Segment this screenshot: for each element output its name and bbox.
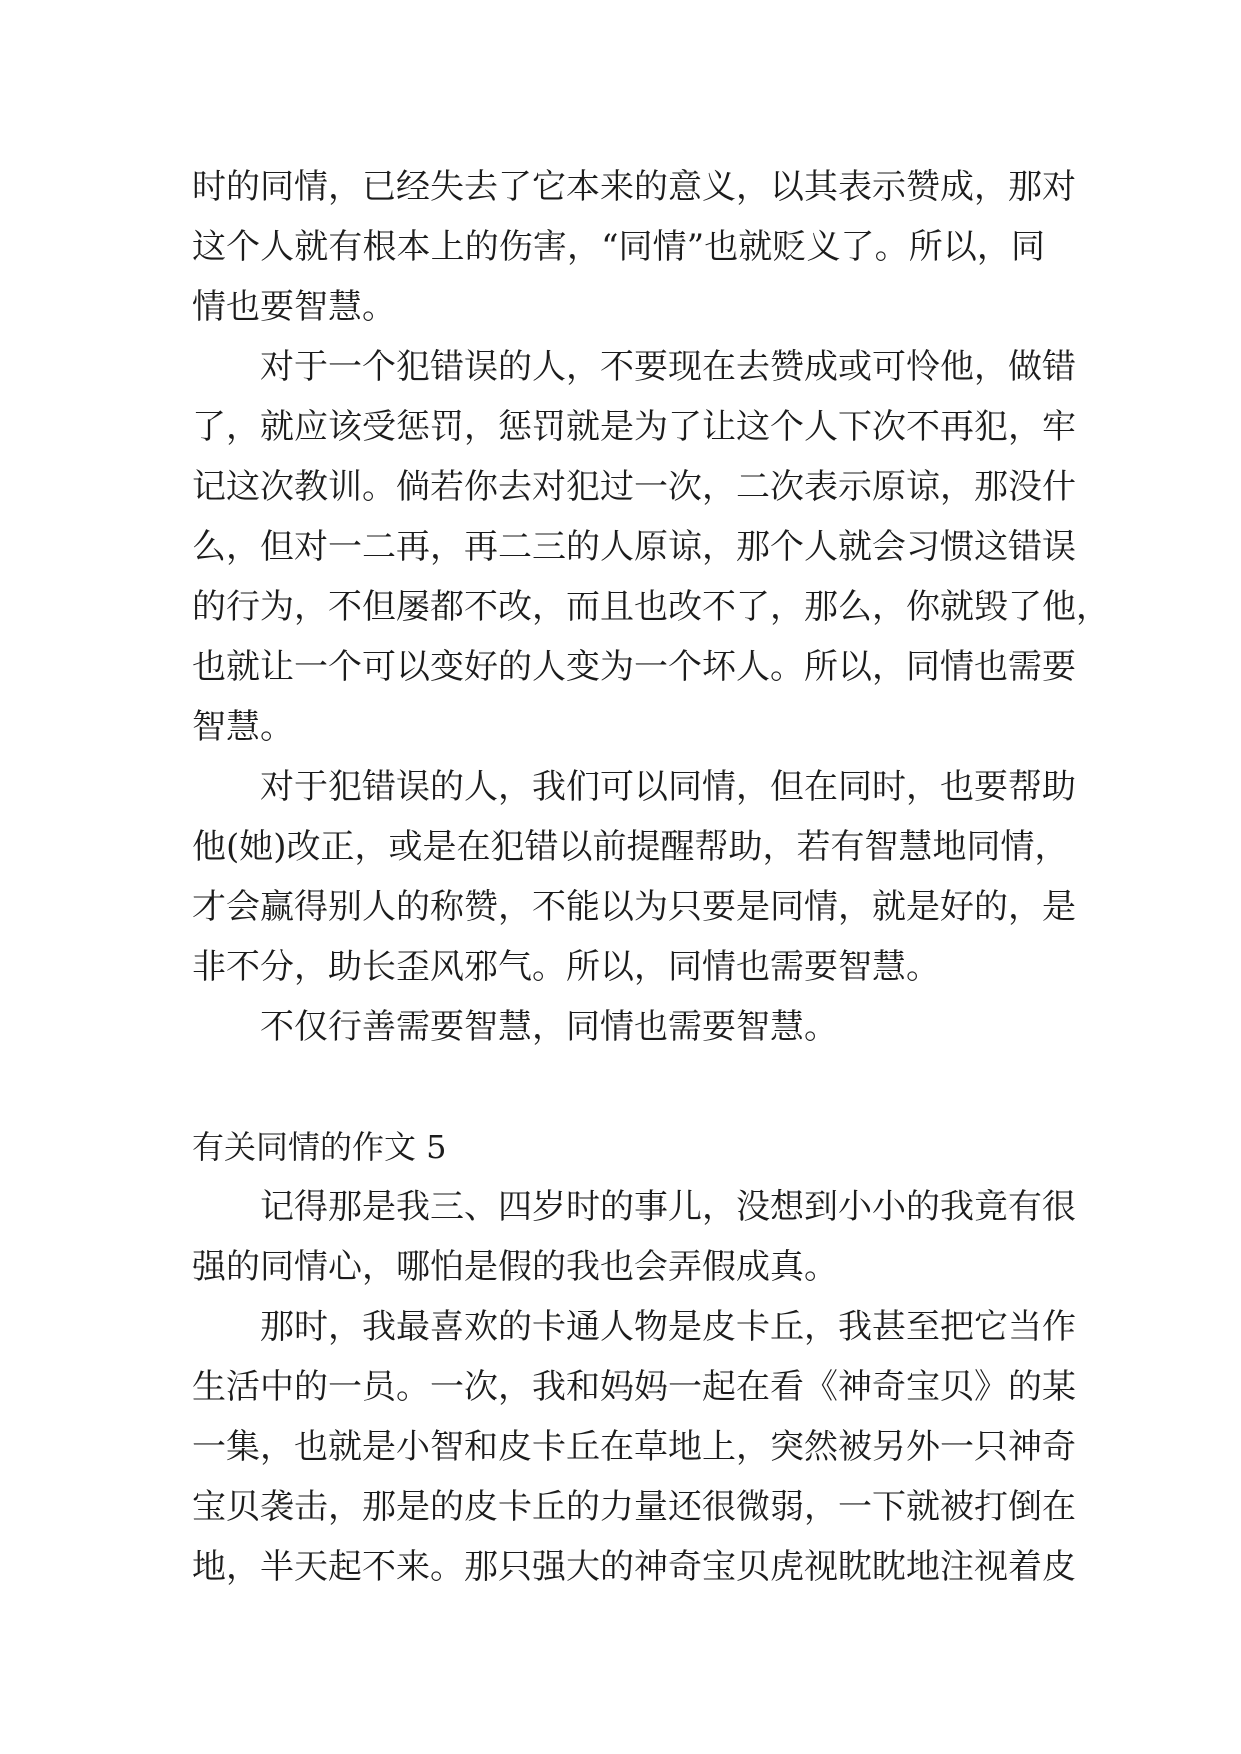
paragraph-line: 生活中的一员。一次，我和妈妈一起在看《神奇宝贝》的某 — [192, 1367, 1076, 1407]
paragraph-line: 了，就应该受惩罚，惩罚就是为了让这个人下次不再犯，牢 — [192, 407, 1076, 447]
paragraph-line: 非不分，助长歪风邪气。所以，同情也需要智慧。 — [192, 947, 940, 987]
paragraph-line: 记得那是我三、四岁时的事儿，没想到小小的我竟有很 — [260, 1187, 1076, 1227]
paragraph-line: 也就让一个可以变好的人变为一个坏人。所以，同情也需要 — [192, 647, 1076, 687]
paragraph-line: 智慧。 — [192, 707, 294, 747]
paragraph-line: 宝贝袭击，那是的皮卡丘的力量还很微弱，一下就被打倒在 — [192, 1487, 1076, 1527]
paragraph-line: 这个人就有根本上的伤害，“同情”也就贬义了。所以，同 — [192, 227, 1045, 267]
paragraph-line: 他(她)改正，或是在犯错以前提醒帮助，若有智慧地同情， — [192, 827, 1069, 867]
paragraph-line: 对于犯错误的人，我们可以同情，但在同时，也要帮助 — [260, 767, 1076, 807]
paragraph-line: 么，但对一二再，再二三的人原谅，那个人就会习惯这错误 — [192, 527, 1076, 567]
paragraph-line: 一集，也就是小智和皮卡丘在草地上，突然被另外一只神奇 — [192, 1427, 1076, 1467]
paragraph-line: 情也要智慧。 — [192, 287, 396, 327]
paragraph-line: 记这次教训。倘若你去对犯过一次，二次表示原谅，那没什 — [192, 467, 1076, 507]
paragraph-line: 对于一个犯错误的人，不要现在去赞成或可怜他，做错 — [260, 347, 1076, 387]
paragraph-line: 强的同情心，哪怕是假的我也会弄假成真。 — [192, 1247, 838, 1287]
section-title: 有关同情的作文 5 — [192, 1128, 447, 1166]
paragraph-line: 那时，我最喜欢的卡通人物是皮卡丘，我甚至把它当作 — [260, 1307, 1076, 1347]
paragraph-line: 时的同情，已经失去了它本来的意义，以其表示赞成，那对 — [192, 167, 1076, 207]
paragraph-line: 才会赢得别人的称赞，不能以为只要是同情，就是好的，是 — [192, 887, 1076, 927]
paragraph-line: 地，半天起不来。那只强大的神奇宝贝虎视眈眈地注视着皮 — [192, 1547, 1076, 1587]
paragraph-line: 的行为，不但屡都不改，而且也改不了，那么，你就毁了他， — [192, 587, 1110, 627]
paragraph-line: 不仅行善需要智慧，同情也需要智慧。 — [260, 1007, 838, 1047]
